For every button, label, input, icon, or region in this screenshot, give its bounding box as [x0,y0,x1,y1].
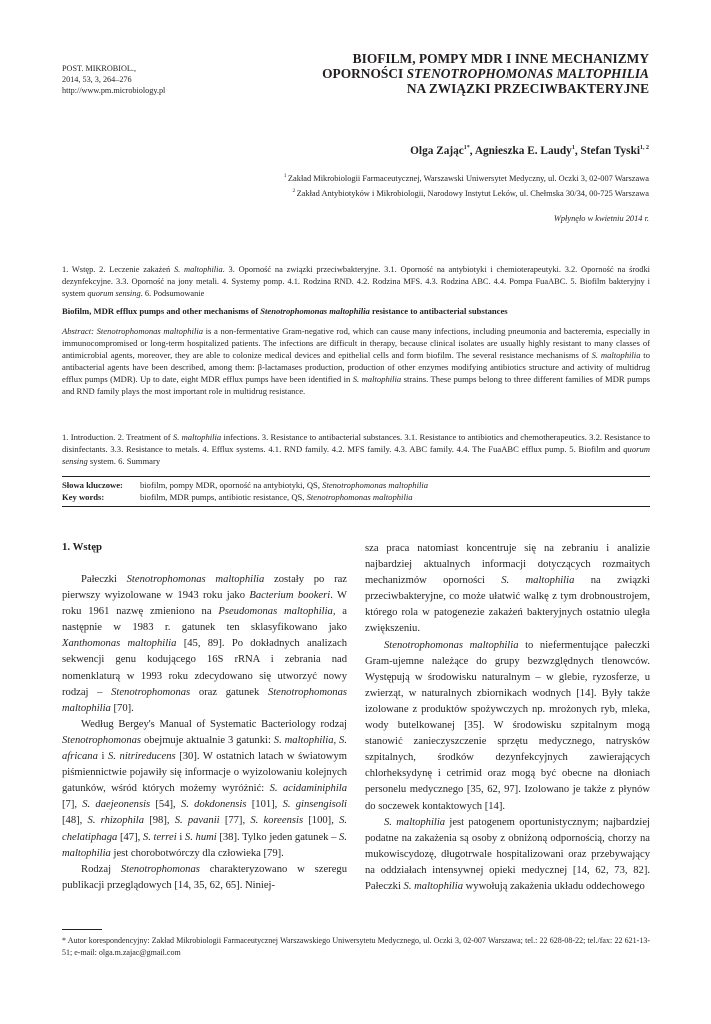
text-segment: charakteryzowano w szeregu publikacji przeglądowych [14, 35, 62, 65]. Niniej- [62,863,350,891]
text-segment: a następnie w 1983 r. gatunek ten sklasyfikowano jako [62,606,350,634]
toc-pl-part-1: 1. Wstęp. 2. Leczenie zakażeń [62,265,174,274]
text-segment: obejmuje aktualnie 3 gatunki: [141,734,274,746]
italic-segment: S. maltophilia [62,831,350,859]
title-species: STENOTROPHOMONAS MALTOPHILIA [406,66,649,81]
italic-segment: Bacterium bookeri [249,590,331,602]
italic-segment: Stenotrophomonas [111,686,191,698]
section-heading: 1. Wstęp [62,541,102,553]
keywords-polish-italic: Stenotrophomonas maltophilia [322,480,429,490]
col2-p1-italic: S. maltophilia [501,575,575,587]
text-segment: [70]. [110,702,134,714]
keywords-top-rule [62,476,650,477]
italic-segment: Xanthomonas maltophilia [62,638,177,650]
authors [229,145,649,157]
col2-paragraph-3 [365,815,653,895]
text-segment: [30]. W ostatnich latach w światowym piśmiennictwie pojawiły się informacje o wyizolowaniu kolejnych gatunków, wśród których możemy wyróżnić: [62,751,350,795]
footnote-rule [62,929,102,930]
english-title-species: Stenotrophomonas maltophilia [260,306,370,316]
italic-segment: Stenotrophomonas maltophilia [62,686,350,714]
keywords-polish [62,480,428,492]
toc-en-part-2: infections. 3. Resistance to antibacterial substances. 3.1. Resistance to antibiotics and chemotherapeutics. 3.2. Resistance to disinfectants. 3.3. Resistance to metals. 4. Efflux systems. 4.1. RND family. 4.2. MFS family. 4.3. ABC family. 4.4. The FuaABC efflux pump. 5. Biofilm and [62,432,653,454]
italic-segment: S. daejeonensis [82,799,151,811]
text-segment: [100], [303,815,340,827]
text-segment: i [176,831,185,843]
footnote-text: Autor korespondencyjny: Zakład Mikrobiologii Farmaceutycznej Warszawskiego Uniwersytetu Medycznego, ul. Oczki 3, 02-007 Warszawa; tel.: 22 628-08-22; tel./fax: 22 621-13-51; e-mail: olga.m.zajac@gmail.com [62,936,650,957]
text-segment: [101], [246,799,283,811]
text-segment: i [97,751,108,763]
abstract-text-2: to antibacterial agents have been described, among them: β-lactamases production, production of other enzymes modifying antibiotics structure and activity of multidrug efflux pumps (MDR). Up to date, eight MDR efflux pumps have been identified in [62,350,653,384]
text-segment: zostały po raz pierwszy wyizolowane w 1943 roku jako [62,574,350,602]
keywords-bottom-rule [62,506,650,507]
keywords-polish-text: biofilm, pompy MDR, oporność na antybiotyki, QS, [140,480,323,490]
text-segment: [77], [219,815,251,827]
text-segment: [48], [62,799,350,827]
col2-p3-text-b: wywołują zakażenia układu oddechowego [463,880,645,892]
text-segment: jest chorobotwórczy dla człowieka [79]. [110,847,284,859]
italic-segment: S. dokdonensis [180,799,247,811]
footnote-mark: * [62,936,68,945]
text-segment: [45, 89]. Po dokładnych analizach sekwencji genu kodującego 16S rRNA i zebrania nad nomenklaturą w 1993 roku zdecydowano się utworzyć nowy rodzaj – [62,638,350,698]
italic-segment: Pseudomonas maltophilia, [218,606,336,618]
abstract-italic-1: Stenotrophomonas maltophilia [96,326,204,336]
col2-p1-text-b: na związki przeciwbakteryjne, co może ułatwić walkę z tym drobnoustrojem, którego rola w patogenezie zakażeń bakteryjnych ostatnio uległa zwiększeniu. [365,575,653,635]
col2-p2-text: to niefermentujące pałeczki Gram-ujemne należące do grupy bezwzględnych tlenowców. Występują w środowisku naturalnym – w glebie, ryzosferze, u zwierząt, w naturalnych zbiornikach wodnych [14]. Były także izolowane z produktów spożywczych np. mrożonych ryb, mleka, wody butelkowanej [35]. W środowisku szpitalnym mogą stanowić zanieczyszczenie sprzętu medycznego, natrysków szpitalnych, środków dezynfekcyjnych zawierających chlorheksydynę i cetrimid oraz mogą być obecne na dłoniach personelu medycznego [35, 62, 97]. Izolowano je także z płynów do soczewek kontaktowych [14]. [365,639,653,812]
col2-p2-italic: Stenotrophomonas maltophilia [384,639,519,651]
italic-segment: S. africana [62,734,350,763]
toc-en-part-1: 1. Introduction. 2. Treatment of [62,432,173,442]
title-line-3: NA ZWIĄZKI PRZECIWBAKTERYJNE [406,81,649,96]
english-title-part-2: resistance to antibacterial substances [369,306,508,316]
author-3-sup: 1, 2 [640,145,649,152]
toc-pl-italic-1: S. maltophilia [173,265,223,274]
author-2-sup: 1 [571,145,575,152]
title-line-1: BIOFILM, POMPY MDR I INNE MECHANIZMY [352,51,649,66]
col2-p3-italic-2: S. maltophilia [403,880,463,892]
english-title [62,306,650,316]
abstract-label: Abstract: [62,326,97,336]
toc-polish [62,264,653,300]
italic-segment: S. rhizophila [87,815,145,827]
affiliation-1-text: Zakład Mikrobiologii Farmaceutycznej, Warszawski Uniwersytet Medyczny, ul. Oczki 3, 02-007 Warszawa [287,173,649,183]
italic-segment: S. pavanii [174,815,220,827]
body-column-2 [365,541,653,895]
keywords-english-label: Key words: [62,492,105,502]
text-segment: , [333,734,340,746]
title-line-2 [229,66,649,81]
text-segment: [54], [150,799,181,811]
toc-en-italic-2: quorum sensing [62,444,650,466]
text-segment: [7], [62,783,350,811]
abstract-italic-3: S. maltophilia [352,374,402,384]
keywords-english-italic: Stenotrophomonas maltophilia [306,492,413,502]
journal-name: POST. MIKROBIOL., [62,64,136,73]
italic-segment: Stenotrophomonas [120,863,200,875]
footnote [62,935,650,959]
toc-pl-italic-2: quorum sensing [87,289,141,298]
italic-segment: Stenotrophomonas [62,734,142,746]
keywords-english [62,492,413,504]
text-segment: Według Bergey's Manual of Systematic Bacteriology rodzaj [81,718,350,730]
text-segment: oraz gatunek [190,686,268,698]
affiliation-2-sup: 2 [292,187,297,194]
body-column-1 [62,572,350,894]
abstract-italic-2: S. maltophilia [591,350,641,360]
italic-segment: Stenotrophomonas maltophilia [126,574,265,585]
col1-paragraph-2 [62,717,350,862]
col2-paragraph-2 [365,638,653,815]
affiliation-2-text: Zakład Antybiotyków i Mikrobiologii, Narodowy Instytut Leków, ul. Chełmska 30/34, 00-725 Warszawa [296,188,649,198]
col2-p1-text: sza praca natomiast koncentruje się na zebraniu i analizie najbardziej aktualnych informacji dotyczących rozmaitych mechanizmów oporności [365,543,653,587]
italic-segment: S. chelatiphaga [62,815,350,843]
toc-pl-part-3: . 6. Podsumowanie [140,289,205,298]
italic-segment: S. maltophilia [273,734,334,746]
toc-english [62,431,653,467]
toc-en-part-3: system. 6. Summary [87,456,161,466]
english-title-part-1: Biofilm, MDR efflux pumps and other mechanisms of [62,306,261,316]
toc-en-italic-1: S. maltophilia [172,432,222,442]
italic-segment: S. nitrireducens [108,751,176,763]
article-title [229,51,649,96]
title-line-2-text: OPORNOŚCI [322,66,407,81]
italic-segment: S. ginsengisoli [282,799,347,811]
author-2: , Agnieszka E. Laudy [469,145,572,157]
col2-p3-italic: S. maltophilia [384,816,446,828]
abstract-text-1: is a non-fermentative Gram-negative rod, which can cause many infections, including pneumonia and bacteremia, especially in immunocompromised or long-term hospitalized patients. The infections are difficult in therapy, because clinical isolates are usually highly resistant to many classes of antimicrobial agents, moreover, they are able to colonize medical devices and epithelial cells and form biofilm. The several resistance mechanisms of [62,326,653,360]
keywords-english-text: biofilm, MDR pumps, antibiotic resistance, QS, [140,492,307,502]
keywords-polish-label: Słowa kluczowe: [62,480,123,490]
affiliation-1 [129,170,649,185]
affiliation-2 [129,185,649,200]
col1-paragraph-3 [62,862,350,894]
col2-paragraph-1 [365,541,653,638]
abstract-text-3: strains. These pumps belong to three different families of MDR pumps and RND family plays the most important role in multidrug resistance. [62,374,653,396]
text-segment: Rodzaj [81,863,121,875]
author-1: Olga Zając [410,145,464,157]
italic-segment: S. terrei [142,831,177,843]
italic-segment: S. koreensis [250,815,304,827]
text-segment: . W roku 1961 nazwę zmieniono na [62,590,350,618]
col1-paragraph-1 [62,572,350,717]
text-segment: Pałeczki [81,574,127,585]
author-1-sup: 1* [463,145,470,152]
toc-pl-part-2: . 3. Oporność na związki przeciwbakteryjne. 3.1. Oporność na antybiotyki i chemioterapeutyki. 3.2. Oporność na środki dezynfekcyjne. 3.3. Oporność na jony metali. 4. Systemy pomp. 4.1. Rodzina RND. 4.2. Rodzina MFS. 4.3. Rodzina ABC. 4.4. Pompa FuaABC. 5. Biofilm bakteryjny i system [62,265,653,298]
text-segment: [47], [117,831,143,843]
journal-info [62,63,242,96]
italic-segment: S. acidaminiphila [269,783,347,795]
section-heading-wrapper [62,541,102,564]
text-segment: [98], [144,815,175,827]
journal-url[interactable]: http://www.pm.microbiology.pl [62,86,166,95]
affiliations [129,170,649,200]
journal-volume: 2014, 53, 3, 264–276 [62,75,132,84]
col2-p3-text: jest patogenem oportunistycznym; najbardziej podatne na zakażenia są osoby z obniżoną odpornością, chorzy na mukowiscydozę, długotrwale hospitalizowani oraz przebywający na oddziałach intensywnej opieki medycznej [14, 62, 73, 82]. Pałeczki [365,816,653,892]
author-3: , Stefan Tyski [574,145,640,157]
received-date: Wpłynęło w kwietniu 2014 r. [553,214,649,223]
abstract [62,325,653,397]
affiliation-1-sup: 1 [283,173,288,179]
text-segment: [38]. Tylko jeden gatunek – [216,831,340,843]
italic-segment: S. humi [184,831,217,843]
